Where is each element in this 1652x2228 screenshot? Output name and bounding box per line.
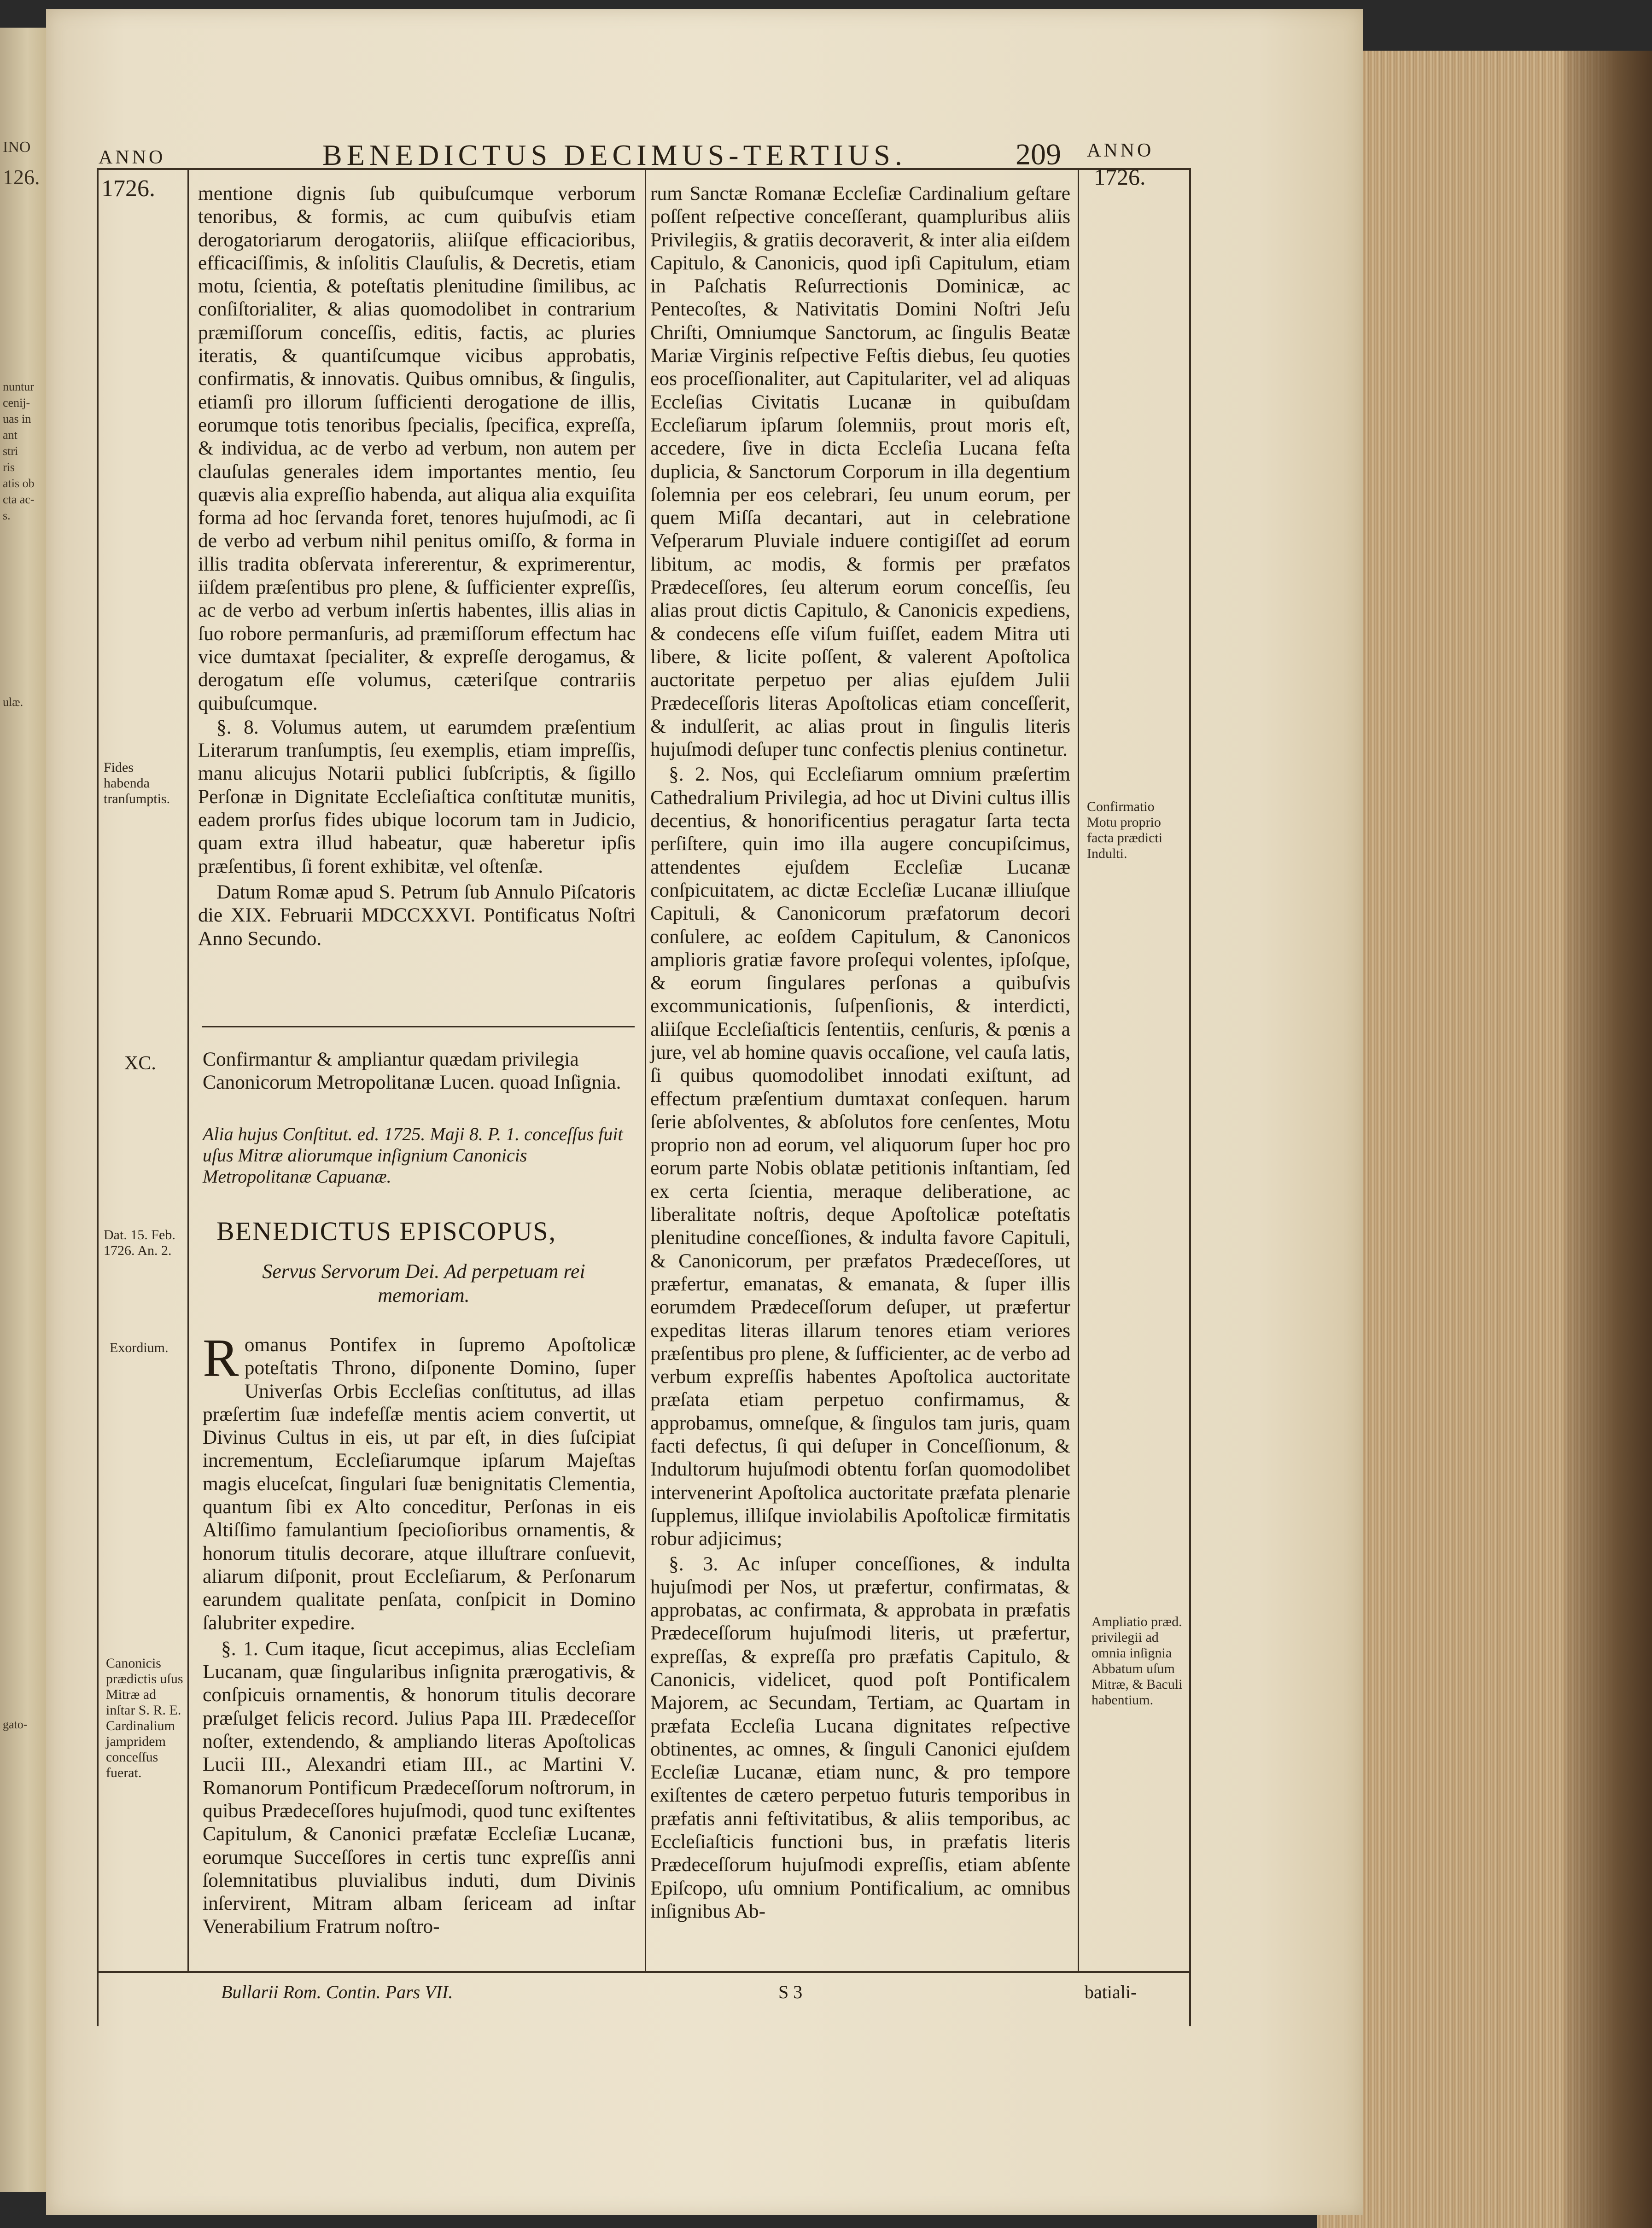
signature-mark: S 3 <box>778 1982 803 2002</box>
paragraph-exordium: omanus Pontifex in ſupremo Apoſtolicæ poteſtatis Throno, diſponente Domino, ſuper Univerſas Orbis Eccleſias conſtitutus, ad illas præſertim ſuæ indefeſſæ mentis aciem convertit, ut Divinus Cultus in eis, ut par eſt, in dies ſuſcipiat incrementum, Eccleſiarumque ipſarum Majeſtas magis eluceſcat, ſingulari ſuæ benignitatis Clementia, quantum ſibi ex Alto conceditur, Perſonas in eis Altiſſimo famulantium ſpecioſioribus ornamentis, & honorum titulis decorare, atque illuſtrare conſuevit, aliarum diſponit, prout Eccleſiarum, & Perſonarum earundem qualitate penſata, conſpicit in Domino ſalubriter expedire. <box>203 1334 636 1634</box>
paragraph-section-3: §. 3. Ac inſuper conceſſiones, & indulta hujuſmodi per Nos, ut præfertur, confirmatas, & approbatas, ac confirmata, & approbata in præfatis Prædeceſſorum hujuſmodi literis, ut præfertur, expreſſas, & expreſſa pro præfatis Capitulo, & Canonicis, videlicet, quod poſt Pontificalem Majorem, ac Secundam, Tertiam, ac Quartam in præfata Eccleſia Lucana dignitates reſpective obtinentes, ac omnes, & ſinguli Canonici ejuſdem Eccleſiæ Lucanæ, etiam nunc, & pro tempore exiſtentes de cætero perpetuo futuris temporibus in præfatis anni feſtivitatibus, & aliis temporibus, ac Eccleſiaſticis functioni bus, in præfatis literis Prædeceſſorum hujuſmodi expreſſis, etiam abſente Epiſcopo, uſu omnium Pontificalium, ac omnibus inſignibus Ab- <box>650 1552 1070 1922</box>
margin-note-ampliatio: Ampliatio præd. privilegii ad omnia inſignia Abbatum uſum Mitræ, & Baculi habentium. <box>1092 1614 1183 1708</box>
footer-title: Bullarii Rom. Contin. Pars VII. <box>221 1982 453 2002</box>
prev-page-fragment: ant <box>3 428 18 442</box>
section-separator <box>202 1026 635 1027</box>
prev-page-fragment: ulæ. <box>3 695 23 709</box>
bull-heading: BENEDICTUS EPISCOPUS, <box>216 1216 557 1246</box>
left-margin-rule <box>187 169 189 1971</box>
section-number: XC. <box>124 1053 156 1074</box>
paragraph-section-8: §. 8. Volumus autem, ut earumdem præſentium Literarum tranſumptis, ſeu exemplis, etiam impreſſis, manu alicujus Notarii publici ſubſcriptis, & ſigillo Perſonæ in Dignitate Eccleſiaſtica conſtitutæ munitis, eadem prorſus fides ubique locorum tam in Judicio, quam extra illud habeatur, quæ haberetur ipſis præſentibus, ſi forent exhibitæ, vel oſtenſæ. <box>198 716 636 877</box>
paragraph-section-2: §. 2. Nos, qui Eccleſiarum omnium præſertim Cathedralium Privilegia, ad hoc ut Divini cultus illis decentius, & honorificentius peragatur ſarta tecta perſiſtere, quin imo illa augere concupiſcimus, attendentes ejuſdem Eccleſiæ Lucanæ conſpicuitatem, ac dictæ Eccleſiæ Lucanæ illiuſque Capituli, & Canonicorum præfatorum decori conſulere, ac eoſdem Capitulum, & Canonicos amplioris gratiæ favore proſequi volentes, ipſoſque, & eorum ſingulares perſonas a quibuſvis excommunicationis, ſuſpenſionis, & interdicti, aliiſque Eccleſiaſticis ſententiis, cenſuris, & pœnis a jure, vel ab homine quavis occaſione, vel cauſa latis, ſi quibus quomodolibet innodati exiſtunt, ad effectum præſentium dumtaxat conſequen. harum ſerie abſolventes, & abſolutos fore cenſentes, Motu proprio non ad eorum, vel aliquorum ſuper hoc pro eorum parte Nobis oblatæ petitionis inſtantiam, ſed ex certa ſcientia, meraque deliberatione, ac liberalitate noſtris, deque Apoſtolicæ poteſtatis plenitudine conceſſiones, & indulta favore Capituli, & Canonicorum, per præfatos Prædeceſſores, ut præfertur, emanatas, & emanata, & ſuper illis eorumdem Prædeceſſorum deſuper, ut præfertur expeditas literas illarum tenores etiam veriores præſentibus pro plene, & ſufficienter, ac de verbo ad verbum expreſſis habentes Apoſtolica auctoritate præſata etiam perpetuo confirmamus, & approbamus, omneſque, & ſingulos tam juris, quam facti defectus, ſi qui deſuper in Conceſſionum, & Indultorum hujuſmodi obtentu forſan quomodolibet intervenerint Apoſtolica auctoritate præfata plenarie ſupplemus, illiſque inviolabilis Apoſtolicæ firmitatis robur adjicimus; <box>650 763 1070 1550</box>
prev-page-fragment: s. <box>3 509 11 522</box>
margin-note-exordium: Exordium. <box>110 1340 169 1355</box>
paragraph-privileges: rum Sanctæ Romanæ Eccleſiæ Cardinalium geſtare poſſent reſpective conceſſerant, quampluribus aliis Privilegiis, & gratiis decoraverit, & inter alia eiſdem Capitulo, & Canonicis, quod ipſi Capitulum, etiam in Paſchatis Reſurrectionis Dominicæ, ac Pentecoſtes, & Nativitatis Domini Noſtri Jeſu Chriſti, Omniumque Sanctorum, ac ſingulis Beatæ Mariæ Virginis reſpective Feſtis diebus, ſeu quoties eos proceſſionaliter, aut Capitulariter, vel ad aliquas Eccleſias Civitatis Lucanæ in quibuſdam Eccleſiarum ipſarum ſolemniis, prout moris eſt, accedere, ſive in dicta Eccleſia Lucana feſta duplicia, & Sanctorum Corporum in illa degentium ſolemnia per eos celebrari, ſeu unum eorum, per quem Miſſa decantari, aut in celebratione Veſperarum Pluviale induere contigiſſet ad eorum libitum, ac modis, & formis per præfatos Prædeceſſores, ſeu alterum eorum conceſſis, ſeu alias prout dictis Capitulo, & Canonicis expediens, & condecens eſſe viſum fuiſſet, eadem Mitra uti libere, & licite poſſent, & valerent Apoſtolica auctoritate perpetuo per alias ejuſdem Julii Prædeceſſoris literas Apoſtolicas etiam conceſſerit, & indulſerit, ac alias prout in ſingulis literis hujuſmodi deſuper tunc confectis plenius continetur. <box>650 182 1070 761</box>
year-right-label: ANNO <box>1087 140 1154 161</box>
prev-page-fragment: nuntur <box>3 380 34 393</box>
prev-page-fragment: ris <box>3 461 15 474</box>
left-frame-rule <box>97 168 99 2026</box>
margin-note-confirmatio: Confirmatio Motu proprio facta prædicti Indulti. <box>1087 799 1163 861</box>
paragraph-datum: Datum Romæ apud S. Petrum ſub Annulo Piſcatoris die XIX. Februarii MDCCXXVI. Pontificatus Noſtri Anno Secundo. <box>198 881 636 950</box>
prev-page-fragment: INO <box>3 139 31 156</box>
year-left: 1726. <box>101 175 155 202</box>
margin-note-dat: Dat. 15. Feb. 1726. An. 2. <box>104 1227 175 1258</box>
right-column <box>650 182 1070 1923</box>
catchword: batiali- <box>1085 1982 1137 2002</box>
prev-page-fragment: uas in <box>3 412 31 426</box>
left-column <box>198 182 636 950</box>
prev-page-fragment: 126. <box>3 165 40 189</box>
prev-page-fragment: cta ac- <box>3 493 35 506</box>
prev-page-fragment: gato- <box>3 1718 28 1731</box>
bull-subheading: Servus Servorum Dei. Ad perpetuam rei memoriam. <box>262 1260 585 1306</box>
margin-note-canonicis: Canonicis prædictis uſus Mitræ ad inſtar S. R. E. Cardinalium jampridem conceſſus fuerat. <box>106 1656 183 1780</box>
right-frame-rule <box>1189 168 1191 2026</box>
previous-page-sliver <box>0 28 47 2192</box>
year-left-label: ANNO <box>99 147 166 168</box>
column-divider-rule <box>645 169 646 1971</box>
footer-rule <box>97 1971 1191 1973</box>
paragraph-derogations: mentione dignis ſub quibuſcumque verborum tenoribus, & formis, ac cum quibuſvis etiam derogatoriarum derogatoriis, aliiſque efficacioribus, efficaciſſimis, & inſolitis Clauſulis, & Decretis, etiam motu, ſcientia, & poteſtatis plenitudine ſimilibus, ac conſiſtorialiter, & alias quomodolibet in contrarium præmiſſorum conceſſis, editis, factis, ac pluries iteratis, & quantiſcumque vicibus approbatis, confirmatis, & innovatis. Quibus omnibus, & ſingulis, etiamſi pro illorum ſufficienti derogatione de illis, eorumque totis tenoribus ſpecialis, ſpecifica, expreſſa, & individua, ac de verbo ad verbum, non autem per clauſulas generales idem importantes mentio, ſeu quævis alia expreſſio habenda, aut aliqua alia exquiſita forma ad hoc ſervanda foret, tenores hujuſmodi, ac ſi de verbo ad verbum nihil penitus omiſſo, & forma in illis tradita obſervata infererentur, & exprimerentur, iiſdem præſentibus pro plene, & ſufficienter expreſſis, ac de verbo ad verbum inſertis habentes, illis alias in ſuo robore permanſuris, ad præmiſſorum effectum hac vice dumtaxat ſpecialiter, & expreſſe derogamus, & derogatum eſſe volumus, cæteriſque contrariis quibuſcumque. <box>198 182 636 714</box>
right-margin-rule <box>1078 169 1079 1971</box>
prev-page-fragment: atis ob <box>3 477 35 490</box>
book-page-edges <box>1317 51 1652 2228</box>
year-right: 1726. <box>1094 164 1146 190</box>
paragraph-section-1: §. 1. Cum itaque, ſicut accepimus, alias Eccleſiam Lucanam, quæ ſingularibus inſignita prærogativis, & conſpicuis ornamentis, & honorum titulis decorare præſulget felicis record. Julius Papa III. Prædeceſſor noſter, extendendo, & ampliando literas Apoſtolicas Lucii III., Alexandri etiam III., ac Martini V. Romanorum Pontificum Prædeceſſorum noſtrorum, in quibus Prædeceſſores hujuſmodi, quod tunc exiſtentes Capitulum, & Canonici præfatæ Eccleſiæ Lucanæ, eorumque Succeſſores in certis tunc expreſſis anni ſolemnitatibus pluvialibus induti, dum Divinis inſervirent, Mitram albam ſericeam ad inſtar Venerabilium Fratrum noſtro- <box>203 1637 636 1938</box>
prev-page-fragment: stri <box>3 444 18 458</box>
section-note: Alia hujus Conſtitut. ed. 1725. Maji 8. P. 1. conceſſus fuit uſus Mitræ aliorumque inſignium Canonicis Metropolitanæ Capuanæ. <box>203 1124 623 1187</box>
margin-note-fides: Fides habenda tranſumptis. <box>104 760 170 806</box>
page-number: 209 <box>1016 138 1061 171</box>
drop-cap: R <box>203 1328 239 1388</box>
section-summary: Confirmantur & ampliantur quædam privilegia Canonicorum Metropolitanæ Lucen. quoad Inſignia. <box>203 1048 621 1094</box>
running-title: BENEDICTUS DECIMUS-TERTIUS. <box>322 139 907 171</box>
prev-page-fragment: cenij- <box>3 396 30 409</box>
bull-body <box>203 1328 636 1938</box>
